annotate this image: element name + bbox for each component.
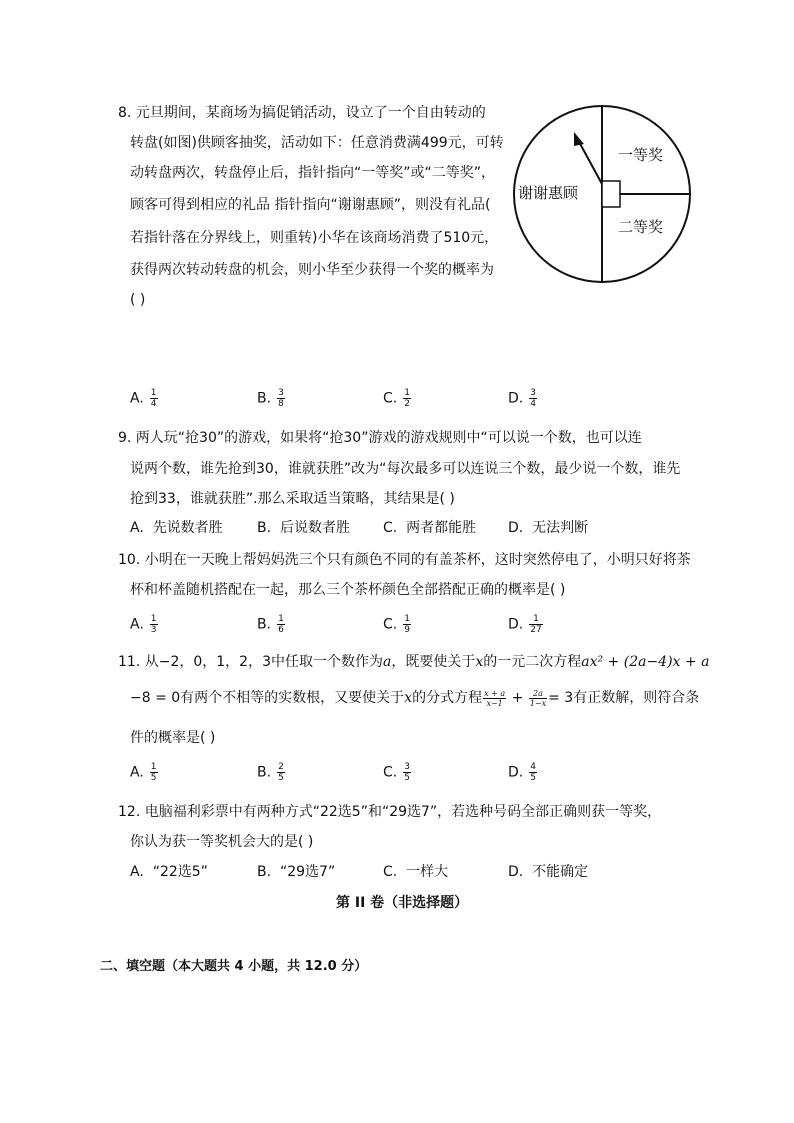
q8-option-a: [130, 388, 158, 409]
option-fraction: $\frac{3}{4}$: [530, 388, 536, 409]
label-first-prize: 一等奖: [618, 146, 664, 164]
option-fraction: $\frac{1}{5}$: [150, 762, 157, 783]
q12-line-1: 12. 电脑福利彩票中有两种方式“22选5”和“29选7”，若选种号码全部正确则获一等奖，: [118, 804, 662, 820]
option-fraction: $\frac{1}{2}$: [404, 388, 410, 409]
part-title: 二、填空题（本大题共 4 小题，共 12.0 分）: [100, 959, 368, 974]
q12-option-a: A. “22选5”: [130, 864, 208, 880]
section-title: 第 II 卷（非选择题）: [336, 895, 469, 911]
q9-option-c: C. 两者都能胜: [383, 520, 477, 536]
q10-option-c: C. $\frac{1}{9}$: [383, 614, 410, 635]
q11-option-a: A. $\frac{1}{5}$: [130, 762, 157, 783]
option-letter: A.: [130, 390, 144, 407]
q8-line-3: 动转盘两次，转盘停止后，指针指向“一等奖”或“二等奖”，: [130, 165, 496, 181]
q9-option-d: D. 无法判断: [508, 520, 589, 536]
option-fraction: $\frac{2}{5}$: [278, 762, 284, 783]
q12-option-c: C. 一样大: [383, 864, 449, 880]
q8-option-d: [508, 388, 537, 409]
q12-option-b: B. “29选7”: [257, 864, 336, 880]
option-fraction: $\frac{1}{3}$: [150, 614, 157, 635]
q8-line-1: 8. 元旦期间，某商场为搞促销活动，设立了一个自由转动的: [118, 105, 486, 121]
q12-option-d: D. 不能确定: [508, 864, 589, 880]
spinner-hub: [602, 181, 620, 207]
q10-line-1: 10. 小明在一天晚上帮妈妈洗三个只有颜色不同的有盖茶杯，这时突然停电了，小明只好将茶: [118, 552, 691, 568]
option-fraction: $\frac{1}{27}$: [530, 614, 542, 635]
option-fraction: $\frac{1}{4}$: [150, 388, 157, 409]
spinner-pointer: [578, 140, 602, 184]
q8-option-b: [257, 388, 285, 409]
q9-option-b: B. 后说数者胜: [257, 520, 350, 536]
label-thanks: 谢谢惠顾: [518, 184, 579, 202]
q11-line-1: 11. 从−2，0，1，2，3中任取一个数作为a，既要使关于x的一元二次方程ax² + (2a−4)x + a: [118, 654, 710, 670]
q11-line-3: 件的概率是( ): [130, 730, 216, 746]
option-fraction: $\frac{3}{5}$: [404, 762, 410, 783]
q11-option-c: C. $\frac{3}{5}$: [383, 762, 410, 783]
option-letter: B.: [257, 390, 272, 407]
q10-option-d: D. $\frac{1}{27}$: [508, 614, 542, 635]
option-letter: D.: [508, 390, 524, 407]
q8-line-5: 若指针落在分界线上，则重转)小华在该商场消费了510元，: [130, 230, 499, 246]
q8-line-4: 顾客可得到相应的礼品 指针指向“谢谢惠顾”，则没有礼品(: [130, 197, 491, 213]
q9-line-1: 9. 两人玩“抢30”的游戏，如果将“抢30”游戏的游戏规则中“可以说一个数，也可以连: [118, 430, 642, 446]
q9-line-2: 说两个数，谁先抢到30，谁就获胜”改为“每次最多可以连说三个数，最少说一个数，谁先: [130, 461, 681, 477]
option-fraction: $\frac{1}{9}$: [404, 614, 410, 635]
q10-line-2: 杯和杯盖随机搭配在一起，那么三个茶杯颜色全部搭配正确的概率是( ): [130, 582, 566, 598]
option-fraction: $\frac{3}{8}$: [278, 388, 284, 409]
q8-line-2: 转盘(如图)供顾客抽奖，活动如下：任意消费满499元，可转: [130, 135, 504, 151]
q10-option-a: A. $\frac{1}{3}$: [130, 614, 157, 635]
q8-line-6: 获得两次转动转盘的机会，则小华至少获得一个奖的概率为: [130, 262, 494, 278]
spinner-figure: [508, 100, 696, 288]
q11-option-d: D. $\frac{4}{5}$: [508, 762, 536, 783]
q9-option-a: A. 先说数者胜: [130, 520, 223, 536]
option-letter: C.: [383, 390, 398, 407]
pointer-arrow-icon: [574, 132, 584, 146]
q8-answer-blank: ( ): [130, 292, 146, 308]
q9-line-3: 抢到33，谁就获胜”.那么采取适当策略，其结果是( ): [130, 491, 455, 507]
fraction-1: $\frac{x + a}{x-1}$: [484, 688, 506, 708]
q10-option-b: B. $\frac{1}{6}$: [257, 614, 284, 635]
q8-option-c: [383, 388, 411, 409]
option-fraction: $\frac{1}{6}$: [278, 614, 284, 635]
q11-option-b: B. $\frac{2}{5}$: [257, 762, 284, 783]
option-fraction: $\frac{4}{5}$: [530, 762, 536, 783]
q12-line-2: 你认为获一等奖机会大的是( ): [130, 834, 314, 850]
label-second-prize: 二等奖: [618, 218, 664, 236]
q11-line-2: −8 = 0有两个不相等的实数根，又要使关于x的分式方程 $\frac{x + a}{x-1}$ + $\frac{2a}{1-x}$ = 3有正数解，则符合条: [130, 688, 700, 708]
fraction-2: $\frac{2a}{1-x}$: [529, 688, 547, 708]
